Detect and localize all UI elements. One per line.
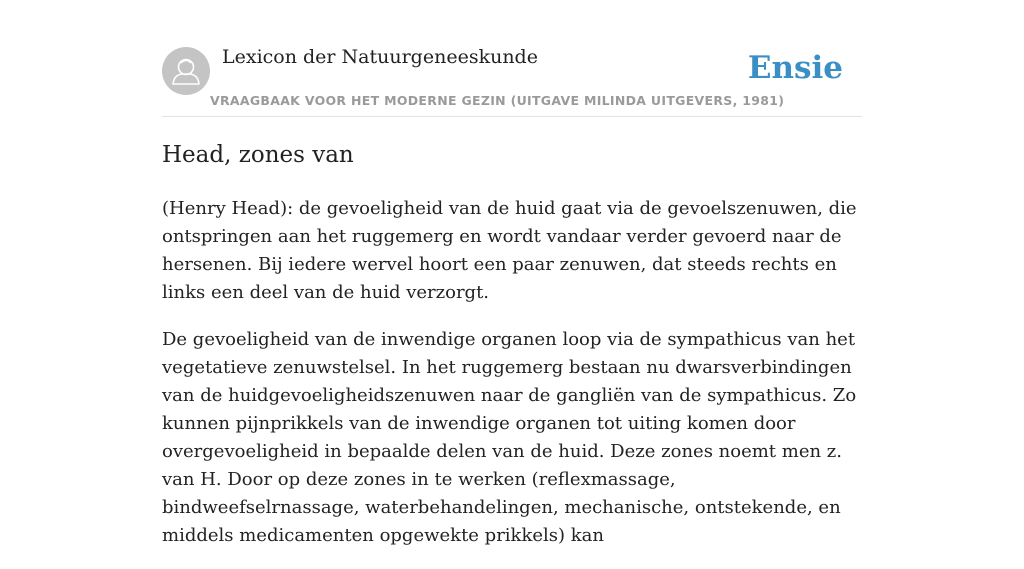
article-paragraph-2: De gevoeligheid van de inwendige organen loop via de sympathicus van het vegetatieve zenuwstelsel. In het ruggemerg bestaan nu dwarsverbindingen van de huidgevoeligheidszenuwen naar de gangliën van de sympathicus. Zo kunnen pijnprikkels van de inwendige organen tot uiting komen door overgevoeligheid in bepaalde delen van de huid. Deze zones noemt men z. van H. Door op deze zones in te werken (reflexmassage, bindweefselrnassage, waterbehandelingen, mechanische, ontstekende, en middels medicamenten opgewekte prikkels) kan: [162, 329, 857, 546]
source-header: [162, 40, 862, 117]
source-title[interactable]: Lexicon der Natuurgeneeskunde: [222, 46, 538, 68]
ensie-logo[interactable]: Ensie: [747, 50, 843, 86]
source-subtitle: VRAAGBAAK VOOR HET MODERNE GEZIN (UITGAVE MILINDA UITGEVERS, 1981): [210, 93, 785, 108]
user-icon: [162, 47, 210, 95]
article: [162, 138, 864, 569]
article-paragraph-1: (Henry Head): de gevoeligheid van de huid gaat via de gevoelszenuwen, die ontspringen aan het ruggemerg en wordt vandaar verder gevoerd naar de hersenen. Bij iedere wervel hoort een paar zenuwen, dat steeds rechts en links een deel van de huid verzorgt.: [162, 198, 857, 303]
article-title: Head, zones van: [162, 142, 354, 168]
avatar[interactable]: [162, 47, 210, 95]
